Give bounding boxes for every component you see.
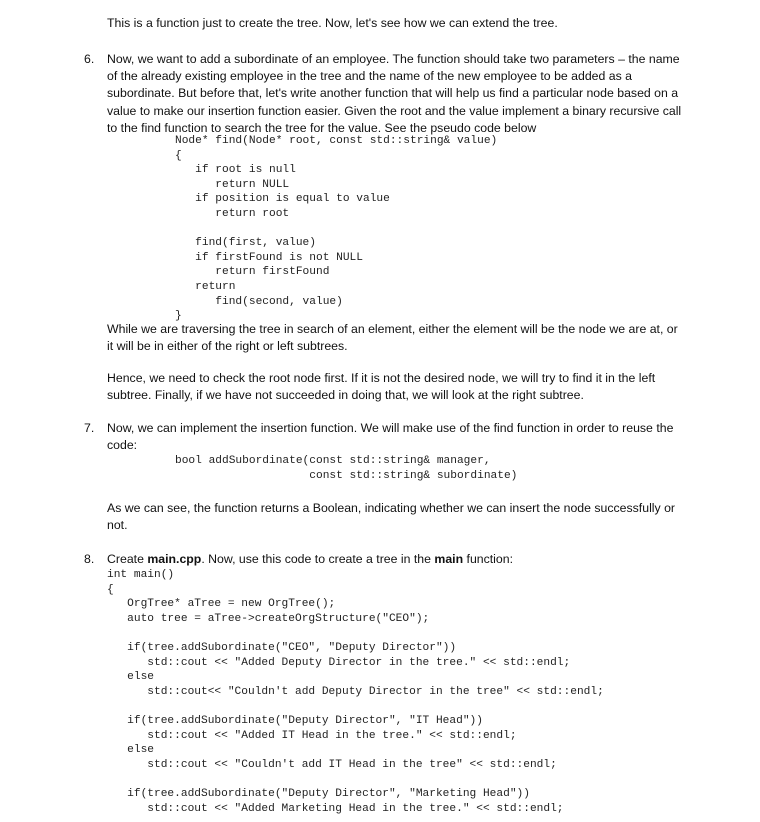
- step-6-explanation-2: Hence, we need to check the root node first. If it is not the desired node, we will try to find it in the left subtree. Finally, if we have not succeeded in doing that, we will look at the right subtree.: [107, 371, 656, 403]
- code-line: return: [175, 280, 236, 293]
- code-line: std::cout<< "Couldn't add Deputy Director in the tree" << std::endl;: [107, 685, 604, 698]
- code-line: }: [175, 310, 182, 323]
- code-line: [107, 772, 604, 787]
- step-8-number: 8.: [84, 552, 95, 566]
- code-line: if(tree.addSubordinate("Deputy Director", "IT Head")): [107, 714, 483, 727]
- code-line: const std::string& subordinate): [175, 469, 518, 482]
- main-cpp-filename: main.cpp: [147, 552, 202, 566]
- code-line: int main(): [107, 569, 175, 581]
- code-line: else: [107, 744, 154, 757]
- main-function-name: main: [434, 552, 464, 566]
- code-line: {: [175, 149, 182, 162]
- code-line: if(tree.addSubordinate("Deputy Director", "Marketing Head")): [107, 787, 530, 800]
- code-line: if root is null: [175, 164, 296, 177]
- code-line: return root: [175, 207, 290, 220]
- code-line: {: [107, 583, 114, 596]
- code-line: find(first, value): [175, 237, 316, 250]
- code-line: std::cout << "Added Deputy Director in the tree." << std::endl;: [107, 656, 571, 669]
- main-function-code: [107, 568, 604, 816]
- step-7-text: Now, we can implement the insertion function. We will make use of the find function in order to reuse the code:: [107, 421, 674, 453]
- code-line: auto tree = aTree->createOrgStructure("CEO");: [107, 612, 430, 625]
- step-7-explanation: As we can see, the function returns a Boolean, indicating whether we can insert the node successfully or not.: [107, 501, 676, 533]
- code-line: find(second, value): [175, 295, 343, 308]
- code-line: return NULL: [175, 178, 290, 191]
- code-line: [107, 626, 604, 641]
- code-line: Node* find(Node* root, const std::string& value): [175, 135, 498, 147]
- code-line: [175, 222, 497, 237]
- code-line: OrgTree* aTree = new OrgTree();: [107, 598, 336, 611]
- step-6-explanation-1: While we are traversing the tree in search of an element, either the element will be the node we are at, or it will be in either of the right or left subtrees.: [107, 322, 678, 354]
- code-line: bool addSubordinate(const std::string& manager,: [175, 455, 491, 467]
- code-line: std::cout << "Couldn't add IT Head in the tree" << std::endl;: [107, 758, 557, 771]
- step-7-number: 7.: [84, 421, 95, 435]
- add-subordinate-signature: [175, 454, 517, 483]
- code-line: else: [107, 671, 154, 684]
- code-line: std::cout << "Added IT Head in the tree." << std::endl;: [107, 729, 517, 742]
- step-6-number: 6.: [84, 52, 95, 66]
- intro-line: This is a function just to create the tree. Now, let's see how we can extend the tree.: [107, 16, 558, 30]
- find-pseudocode: [175, 134, 497, 324]
- code-line: if firstFound is not NULL: [175, 251, 363, 264]
- code-line: return firstFound: [175, 266, 330, 279]
- step-6-text: Now, we want to add a subordinate of an employee. The function should take two parameters – the name of the already existing employee in the tree and the name of the new employee to be added as a subordinate. But before that, let's write another function that will help us find a particular node based on a value to make our insertion function easier. Given the root and the value implement a binary recursive call to the find function to search the tree for the value. See the pseudo code below: [107, 52, 682, 135]
- step-8-text: Create main.cpp. Now, use this code to create a tree in the main function:: [107, 552, 514, 566]
- code-line: if position is equal to value: [175, 193, 390, 206]
- code-line: std::cout << "Added Marketing Head in the tree." << std::endl;: [107, 802, 564, 815]
- code-line: [107, 699, 604, 714]
- code-line: if(tree.addSubordinate("CEO", "Deputy Director")): [107, 641, 457, 654]
